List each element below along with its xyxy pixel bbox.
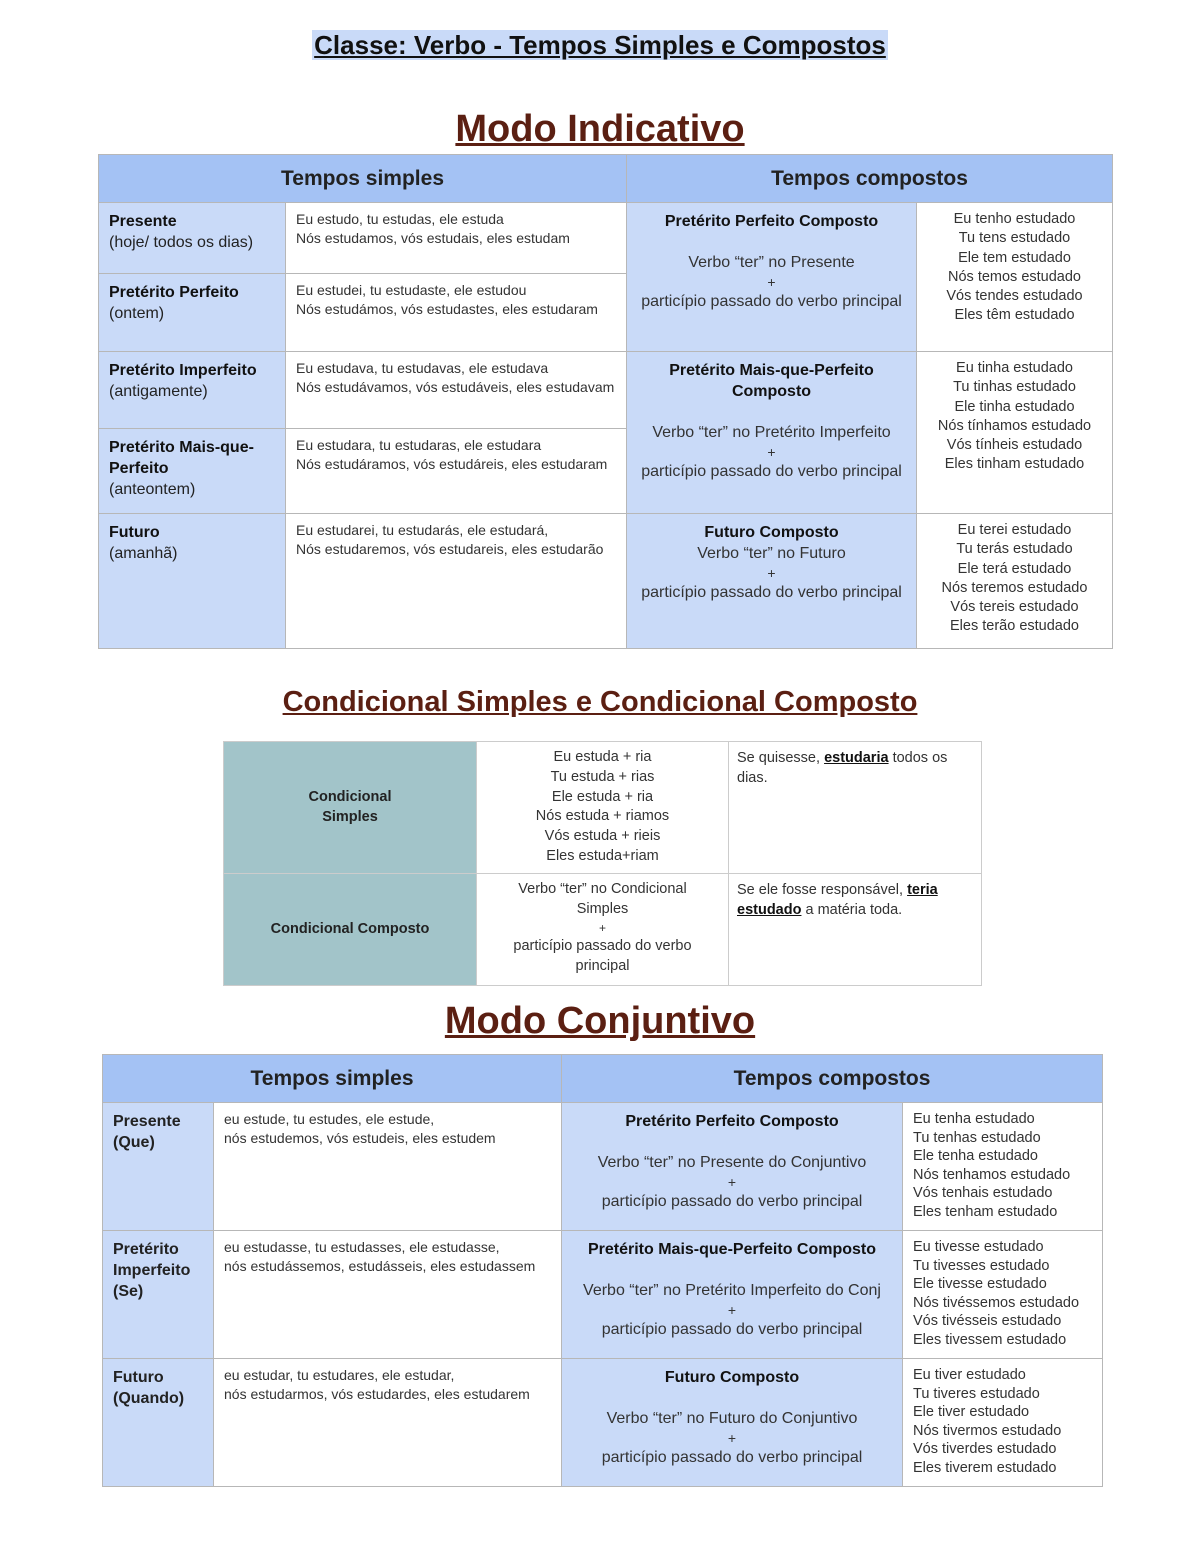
indicativo-table — [98, 154, 1113, 649]
compound-tense-cell: Futuro Composto Verbo “ter” no Futuro do Conjuntivo + particípio passado do verbo principal — [562, 1359, 903, 1487]
compound-examples-cell: Eu tenha estudado Tu tenhas estudado Ele tenha estudado Nós tenhamos estudado Vós tenhais estudado Eles tenham estudado — [903, 1103, 1103, 1231]
header-tempos-compostos: Tempos compostos — [562, 1055, 1103, 1103]
tense-label: Futuro (Quando) — [103, 1359, 214, 1487]
tense-label: Pretérito Imperfeito (antigamente) — [99, 352, 286, 429]
compound-examples-cell: Eu tenho estudado Tu tens estudado Ele tem estudado Nós temos estudado Vós tendes estudado Eles têm estudado — [917, 203, 1113, 352]
compound-examples-cell: Eu tiver estudado Tu tiveres estudado Ele tiver estudado Nós tivermos estudado Vós tiverdes estudado Eles tiverem estudado — [903, 1359, 1103, 1487]
document-title: Classe: Verbo - Tempos Simples e Compostos — [314, 30, 886, 60]
conjugation-cell: Eu estudo, tu estudas, ele estuda Nós estudamos, vós estudais, eles estudam — [286, 203, 627, 274]
conjuntivo-table — [102, 1054, 1103, 1487]
header-tempos-simples: Tempos simples — [99, 155, 627, 203]
compound-tense-cell: Pretérito Mais-que-Perfeito Composto Verbo “ter” no Pretérito Imperfeito do Conj + particípio passado do verbo principal — [562, 1231, 903, 1359]
tense-label: Pretérito Perfeito (ontem) — [99, 274, 286, 352]
tense-label: Pretérito Mais-que-Perfeito (anteontem) — [99, 429, 286, 514]
condicional-composto-formula: Verbo “ter” no Condicional Simples + particípio passado do verbo principal — [477, 873, 729, 985]
condicional-composto-example: Se ele fosse responsável, teria estudado a matéria toda. — [729, 873, 982, 985]
conjugation-cell: eu estudar, tu estudares, ele estudar, nós estudarmos, vós estudardes, eles estudarem — [214, 1359, 562, 1487]
compound-tense-cell: Pretérito Mais-que-Perfeito Composto Verbo “ter” no Pretérito Imperfeito + particípio passado do verbo principal — [627, 352, 917, 514]
compound-examples-cell: Eu terei estudado Tu terás estudado Ele terá estudado Nós teremos estudado Vós tereis estudado Eles terão estudado — [917, 514, 1113, 649]
conjugation-cell: Eu estudarei, tu estudarás, ele estudará, Nós estudaremos, vós estudareis, eles estudarão — [286, 514, 627, 649]
condicional-simples-label: Condicional Simples — [224, 742, 477, 874]
tense-label: Presente (hoje/ todos os dias) — [99, 203, 286, 274]
conjugation-cell: Eu estudara, tu estudaras, ele estudara Nós estudáramos, vós estudáreis, eles estudaram — [286, 429, 627, 514]
header-tempos-simples: Tempos simples — [103, 1055, 562, 1103]
conjugation-cell: Eu estudei, tu estudaste, ele estudou Nós estudámos, vós estudastes, eles estudaram — [286, 274, 627, 352]
condicional-table — [223, 741, 982, 986]
header-tempos-compostos: Tempos compostos — [627, 155, 1113, 203]
compound-tense-cell: Futuro Composto Verbo “ter” no Futuro + particípio passado do verbo principal — [627, 514, 917, 649]
conjugation-cell: eu estudasse, tu estudasses, ele estudasse, nós estudássemos, estudásseis, eles estudassem — [214, 1231, 562, 1359]
tense-label: Futuro (amanhã) — [99, 514, 286, 649]
condicional-simples-forms: Eu estuda + ria Tu estuda + rias Ele estuda + ria Nós estuda + riamos Vós estuda + rieis Eles estuda+riam — [477, 742, 729, 874]
conjuntivo-title: Modo Conjuntivo — [444, 1000, 756, 1042]
condicional-simples-example: Se quisesse, estudaria todos os dias. — [729, 742, 982, 874]
tense-label: Pretérito Imperfeito (Se) — [103, 1231, 214, 1359]
compound-examples-cell: Eu tivesse estudado Tu tivesses estudado Ele tivesse estudado Nós tivéssemos estudado Vós tivésseis estudado Eles tivessem estudado — [903, 1231, 1103, 1359]
compound-tense-cell: Pretérito Perfeito Composto Verbo “ter” no Presente + particípio passado do verbo principal — [627, 203, 917, 352]
indicativo-title: Modo Indicativo — [455, 108, 745, 150]
condicional-composto-label: Condicional Composto — [224, 873, 477, 985]
conjugation-cell: eu estude, tu estudes, ele estude, nós estudemos, vós estudeis, eles estudem — [214, 1103, 562, 1231]
conjugation-cell: Eu estudava, tu estudavas, ele estudava Nós estudávamos, vós estudáveis, eles estudavam — [286, 352, 627, 429]
tense-label: Presente (Que) — [103, 1103, 214, 1231]
compound-examples-cell: Eu tinha estudado Tu tinhas estudado Ele tinha estudado Nós tínhamos estudado Vós tínheis estudado Eles tinham estudado — [917, 352, 1113, 514]
condicional-title: Condicional Simples e Condicional Composto — [282, 686, 918, 718]
compound-tense-cell: Pretérito Perfeito Composto Verbo “ter” no Presente do Conjuntivo + particípio passado do verbo principal — [562, 1103, 903, 1231]
